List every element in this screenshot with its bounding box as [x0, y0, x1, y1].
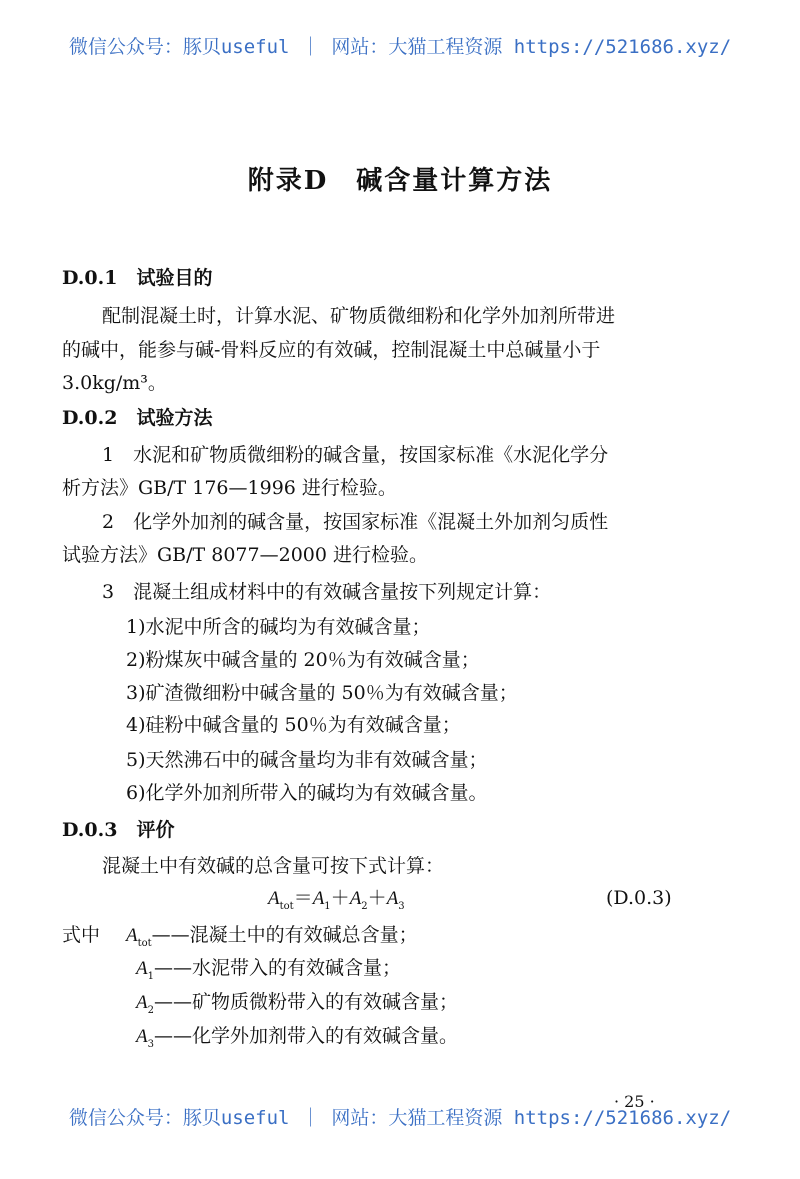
definition: $A_3——$化学外加剂带入的有效碱含量。 — [136, 1025, 458, 1050]
watermark-top[interactable]: 微信公众号：豚贝useful ｜ 网站：大猫工程资源 https://521686.xyz/ — [68, 36, 732, 58]
paragraph-line: 试验方法》GB/T 8077—2000 进行检验。 — [62, 544, 429, 566]
list-item: 5)天然沸石中的碱含量均为非有效碱含量； — [126, 749, 488, 771]
paragraph-line: 3.0kg/m³。 — [62, 372, 167, 394]
paragraph-line: 配制混凝土时，计算水泥、矿物质微细粉和化学外加剂所带进 — [102, 305, 616, 327]
section-heading: D.0.1 试验目的 — [62, 267, 213, 289]
where-label: 式中 — [62, 924, 101, 946]
formula: $A_{tot}=A_1+A_2+A_3$ — [268, 887, 405, 912]
list-item: 1)水泥中所含的碱均为有效碱含量； — [126, 616, 431, 638]
watermark-bottom[interactable]: 微信公众号：豚贝useful ｜ 网站：大猫工程资源 https://521686.xyz/ — [68, 1107, 732, 1129]
paragraph-line: 析方法》GB/T 176—1996 进行检验。 — [62, 477, 397, 499]
paragraph-line: 混凝土中有效碱的总含量可按下式计算： — [102, 855, 445, 877]
definition: $A_2——$矿物质微粉带入的有效碱含量； — [136, 991, 458, 1016]
paragraph-line: 的碱中，能参与碱-骨料反应的有效碱，控制混凝土中总碱量小于 — [62, 339, 601, 361]
definition: $A_1——$水泥带入的有效碱含量； — [136, 957, 401, 982]
list-item: 4)硅粉中碱含量的 50％为有效碱含量； — [126, 714, 461, 736]
section-heading: D.0.3 评价 — [62, 819, 175, 841]
section-heading: D.0.2 试验方法 — [62, 407, 213, 429]
paragraph-line: 1 水泥和矿物质微细粉的碱含量，按国家标准《水泥化学分 — [102, 444, 609, 466]
list-item: 2)粉煤灰中碱含量的 20％为有效碱含量； — [126, 649, 480, 671]
equation-number: (D.0.3) — [606, 887, 672, 909]
paragraph-line: 3 混凝土组成材料中的有效碱含量按下列规定计算： — [102, 581, 552, 603]
paragraph-line: 2 化学外加剂的碱含量，按国家标准《混凝土外加剂匀质性 — [102, 511, 609, 533]
page-title: 附录D 碱含量计算方法 — [247, 166, 553, 196]
list-item: 6)化学外加剂所带入的碱均为有效碱含量。 — [126, 782, 488, 804]
definition: $A_{tot}——$混凝土中的有效碱总含量； — [126, 924, 418, 949]
page-number: · 25 · — [614, 1092, 655, 1111]
list-item: 3)矿渣微细粉中碱含量的 50％为有效碱含量； — [126, 682, 518, 704]
